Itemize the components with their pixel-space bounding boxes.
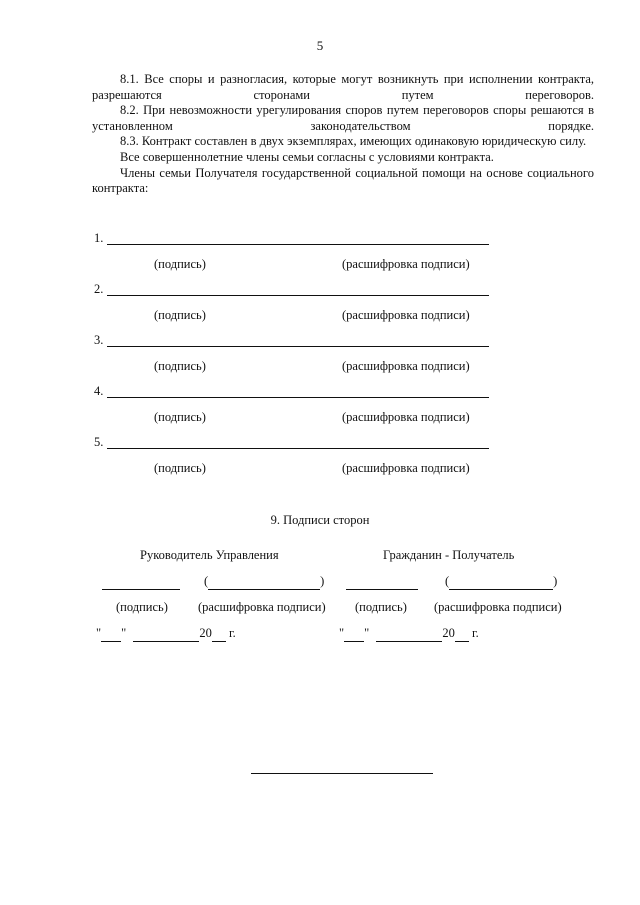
family-signature-row (94, 333, 494, 377)
signature-number: 1. (94, 231, 104, 245)
left-party-year-prefix: 20 (199, 626, 212, 640)
contract-body-text (92, 72, 594, 197)
left-party-decode-caption: (расшифровка подписи) (198, 600, 326, 614)
right-party-sign-caption: (подпись) (355, 600, 407, 614)
signature-number: 3. (94, 333, 104, 347)
right-party-decode-caption: (расшифровка подписи) (434, 600, 562, 614)
left-party-open-paren: ( (204, 574, 209, 588)
signature-decode-caption: (расшифровка подписи) (342, 308, 470, 322)
left-party-date (96, 626, 236, 642)
right-party-decode-field (445, 574, 557, 590)
right-party-close-paren: ) (553, 574, 558, 588)
clause-8-1: 8.1. Все споры и разногласия, которые могут возникнуть при исполнении контракта, разрешаются сторонами путем переговоров. (92, 72, 594, 102)
family-signature-row (94, 384, 494, 428)
signature-decode-caption: (расшифровка подписи) (342, 257, 470, 271)
right-party-sign-line (346, 574, 418, 590)
family-signature-row (94, 282, 494, 326)
signature-line (107, 397, 489, 398)
left-party-decode-field (204, 574, 324, 590)
signature-decode-caption: (расшифровка подписи) (342, 410, 470, 424)
left-party-role: Руководитель Управления (140, 548, 279, 562)
right-party-open-paren: ( (445, 574, 450, 588)
left-party-close-paren: ) (320, 574, 325, 588)
family-signature-row (94, 231, 494, 275)
right-party-quote-open: " (339, 626, 345, 640)
right-party-date (339, 626, 479, 642)
right-party-year-prefix: 20 (442, 626, 455, 640)
clause-8-3: 8.3. Контракт составлен в двух экземплярах, имеющих одинаковую юридическую силу. (120, 134, 587, 149)
signature-caption: (подпись) (154, 308, 206, 322)
left-party-year-suffix: г. (228, 626, 236, 640)
signature-line (107, 244, 489, 245)
signature-line (107, 346, 489, 347)
signature-number: 5. (94, 435, 104, 449)
family-signature-row (94, 435, 494, 479)
parties-section-title: 9. Подписи сторон (270, 513, 370, 527)
signature-decode-caption: (расшифровка подписи) (342, 461, 470, 475)
right-party-quote-close: " (364, 626, 370, 640)
right-party-year-suffix: г. (471, 626, 479, 640)
signature-number: 2. (94, 282, 104, 296)
left-party-quote-open: " (96, 626, 102, 640)
family-members-intro: Члены семьи Получателя государственной социальной помощи на основе социального контракта: (92, 165, 594, 196)
signature-caption: (подпись) (154, 359, 206, 373)
left-party-quote-close: " (121, 626, 127, 640)
signature-line (107, 448, 489, 449)
signature-decode-caption: (расшифровка подписи) (342, 359, 470, 373)
signature-caption: (подпись) (154, 257, 206, 271)
clause-8-2: 8.2. При невозможности урегулирования споров путем переговоров споры решаются в установленном законодательством порядке. (92, 103, 594, 133)
signature-number: 4. (94, 384, 104, 398)
signature-caption: (подпись) (154, 410, 206, 424)
document-end-line (251, 773, 433, 774)
family-consent-text: Все совершеннолетние члены семьи согласны с условиями контракта. (120, 149, 494, 164)
right-party-role: Гражданин - Получатель (383, 548, 515, 562)
signature-line (107, 295, 489, 296)
left-party-sign-line (102, 574, 180, 590)
page-number: 5 (316, 38, 324, 53)
left-party-sign-caption: (подпись) (116, 600, 168, 614)
signature-caption: (подпись) (154, 461, 206, 475)
